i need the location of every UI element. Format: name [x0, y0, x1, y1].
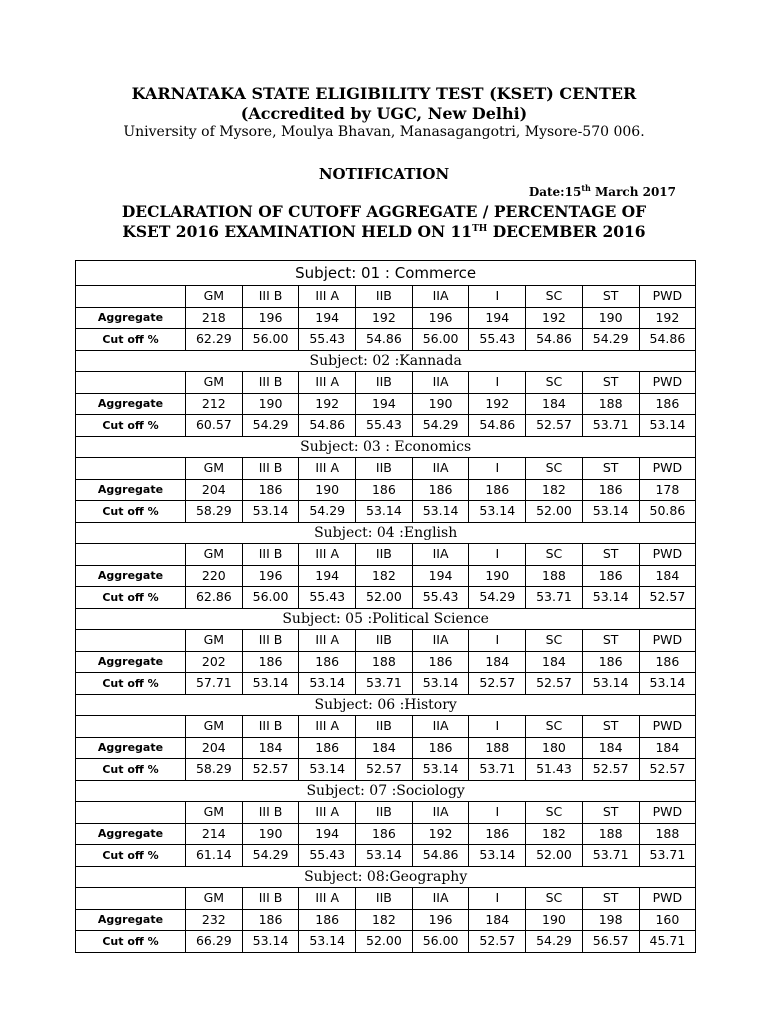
- aggregate-value: 196: [242, 565, 299, 587]
- aggregate-value: 212: [186, 393, 243, 415]
- cutoff-row: [76, 587, 696, 609]
- category-header: ST: [582, 372, 639, 394]
- cutoff-value: 52.57: [469, 673, 526, 695]
- category-header: GM: [186, 286, 243, 308]
- category-header: I: [469, 372, 526, 394]
- cutoff-value: 45.71: [639, 931, 696, 953]
- aggregate-value: 182: [526, 823, 583, 845]
- cutoff-value: 53.14: [412, 759, 469, 781]
- category-header-row: [76, 286, 696, 308]
- category-header: IIA: [412, 286, 469, 308]
- cutoff-value: 52.00: [526, 501, 583, 523]
- category-header: III A: [299, 888, 356, 910]
- category-header-row: [76, 716, 696, 738]
- aggregate-value: 194: [412, 565, 469, 587]
- cutoff-row: [76, 501, 696, 523]
- blank-cell: [76, 630, 186, 652]
- category-header: I: [469, 716, 526, 738]
- cutoff-value: 56.00: [242, 329, 299, 351]
- category-header: IIB: [356, 888, 413, 910]
- blank-cell: [76, 802, 186, 824]
- aggregate-value: 190: [299, 479, 356, 501]
- subject-title: Subject: 03 : Economics: [76, 436, 696, 458]
- cutoff-value: 53.14: [469, 845, 526, 867]
- notification-title: NOTIFICATION: [318, 165, 450, 183]
- aggregate-value: 182: [356, 565, 413, 587]
- category-header: GM: [186, 888, 243, 910]
- cutoff-value: 50.86: [639, 501, 696, 523]
- category-header: IIB: [356, 630, 413, 652]
- category-header: III A: [299, 630, 356, 652]
- aggregate-value: 184: [469, 651, 526, 673]
- aggregate-row: [76, 565, 696, 587]
- cutoff-label: Cut off %: [76, 673, 186, 695]
- aggregate-label: Aggregate: [76, 651, 186, 673]
- aggregate-value: 190: [242, 823, 299, 845]
- cutoff-value: 53.14: [299, 931, 356, 953]
- aggregate-value: 192: [469, 393, 526, 415]
- subject-title-row: [76, 608, 696, 630]
- category-header: PWD: [639, 286, 696, 308]
- category-header: SC: [526, 716, 583, 738]
- cutoff-value: 53.71: [582, 415, 639, 437]
- aggregate-value: 186: [469, 823, 526, 845]
- cutoff-value: 53.14: [242, 673, 299, 695]
- category-header: I: [469, 630, 526, 652]
- category-header: ST: [582, 888, 639, 910]
- category-header: PWD: [639, 716, 696, 738]
- cutoff-value: 54.86: [639, 329, 696, 351]
- category-header: ST: [582, 286, 639, 308]
- cutoff-value: 52.57: [469, 931, 526, 953]
- aggregate-value: 186: [242, 479, 299, 501]
- aggregate-row: [76, 909, 696, 931]
- aggregate-value: 192: [299, 393, 356, 415]
- blank-cell: [76, 458, 186, 480]
- cutoff-value: 57.71: [186, 673, 243, 695]
- category-header: IIA: [412, 372, 469, 394]
- aggregate-value: 192: [639, 307, 696, 329]
- aggregate-value: 190: [526, 909, 583, 931]
- aggregate-value: 180: [526, 737, 583, 759]
- aggregate-value: 178: [639, 479, 696, 501]
- cutoff-table: [75, 260, 696, 953]
- aggregate-label: Aggregate: [76, 737, 186, 759]
- cutoff-label: Cut off %: [76, 415, 186, 437]
- cutoff-value: 54.29: [242, 845, 299, 867]
- cutoff-value: 53.71: [582, 845, 639, 867]
- cutoff-label: Cut off %: [76, 329, 186, 351]
- aggregate-value: 214: [186, 823, 243, 845]
- category-header: GM: [186, 802, 243, 824]
- aggregate-value: 190: [469, 565, 526, 587]
- subject-title-row: [76, 780, 696, 802]
- cutoff-value: 53.14: [299, 759, 356, 781]
- aggregate-row: [76, 823, 696, 845]
- aggregate-value: 184: [526, 393, 583, 415]
- cutoff-value: 54.29: [412, 415, 469, 437]
- cutoff-value: 60.57: [186, 415, 243, 437]
- aggregate-value: 186: [582, 479, 639, 501]
- category-header: PWD: [639, 372, 696, 394]
- cutoff-value: 54.86: [469, 415, 526, 437]
- category-header: III A: [299, 458, 356, 480]
- category-header: ST: [582, 802, 639, 824]
- subject-title: Subject: 05 :Political Science: [76, 608, 696, 630]
- cutoff-value: 53.14: [356, 845, 413, 867]
- subject-title: Subject: 07 :Sociology: [76, 780, 696, 802]
- aggregate-value: 190: [412, 393, 469, 415]
- category-header: ST: [582, 544, 639, 566]
- category-header-row: [76, 802, 696, 824]
- subject-title: Subject: 04 :English: [76, 522, 696, 544]
- category-header: ST: [582, 458, 639, 480]
- aggregate-value: 184: [356, 737, 413, 759]
- cutoff-value: 55.43: [299, 329, 356, 351]
- aggregate-label: Aggregate: [76, 565, 186, 587]
- aggregate-value: 184: [639, 737, 696, 759]
- subject-title-row: [76, 522, 696, 544]
- aggregate-row: [76, 737, 696, 759]
- aggregate-value: 194: [469, 307, 526, 329]
- category-header: I: [469, 544, 526, 566]
- cutoff-value: 53.14: [582, 673, 639, 695]
- cutoff-label: Cut off %: [76, 501, 186, 523]
- aggregate-value: 186: [299, 909, 356, 931]
- aggregate-value: 186: [582, 651, 639, 673]
- aggregate-value: 182: [526, 479, 583, 501]
- cutoff-value: 53.14: [639, 415, 696, 437]
- cutoff-label: Cut off %: [76, 845, 186, 867]
- cutoff-value: 61.14: [186, 845, 243, 867]
- cutoff-value: 54.29: [242, 415, 299, 437]
- category-header: SC: [526, 544, 583, 566]
- aggregate-value: 184: [639, 565, 696, 587]
- aggregate-value: 188: [582, 393, 639, 415]
- category-header: SC: [526, 458, 583, 480]
- cutoff-value: 53.71: [639, 845, 696, 867]
- category-header: SC: [526, 802, 583, 824]
- subject-title: Subject: 01 : Commerce: [76, 261, 696, 286]
- subject-title: Subject: 08:Geography: [76, 866, 696, 888]
- aggregate-label: Aggregate: [76, 479, 186, 501]
- category-header: III B: [242, 716, 299, 738]
- cutoff-value: 54.86: [356, 329, 413, 351]
- category-header: III B: [242, 286, 299, 308]
- category-header: SC: [526, 372, 583, 394]
- cutoff-value: 56.00: [412, 329, 469, 351]
- category-header: ST: [582, 630, 639, 652]
- category-header: III B: [242, 888, 299, 910]
- aggregate-value: 186: [299, 737, 356, 759]
- aggregate-value: 190: [242, 393, 299, 415]
- category-header: SC: [526, 630, 583, 652]
- cutoff-row: [76, 931, 696, 953]
- category-header: IIA: [412, 802, 469, 824]
- category-header: IIB: [356, 802, 413, 824]
- category-header: I: [469, 458, 526, 480]
- aggregate-value: 198: [582, 909, 639, 931]
- category-header: GM: [186, 716, 243, 738]
- aggregate-value: 196: [242, 307, 299, 329]
- aggregate-value: 186: [412, 651, 469, 673]
- cutoff-value: 52.00: [526, 845, 583, 867]
- cutoff-table-body: [76, 261, 696, 953]
- cutoff-value: 53.14: [299, 673, 356, 695]
- category-header-row: [76, 630, 696, 652]
- aggregate-value: 204: [186, 479, 243, 501]
- blank-cell: [76, 716, 186, 738]
- cutoff-label: Cut off %: [76, 587, 186, 609]
- cutoff-value: 58.29: [186, 501, 243, 523]
- aggregate-label: Aggregate: [76, 909, 186, 931]
- cutoff-value: 58.29: [186, 759, 243, 781]
- center-name: KARNATAKA STATE ELIGIBILITY TEST (KSET) CENTER: [131, 84, 637, 103]
- aggregate-value: 192: [412, 823, 469, 845]
- cutoff-value: 53.71: [526, 587, 583, 609]
- cutoff-value: 66.29: [186, 931, 243, 953]
- aggregate-value: 186: [469, 479, 526, 501]
- address: University of Mysore, Moulya Bhavan, Manasagangotri, Mysore-570 006.: [123, 124, 645, 140]
- aggregate-value: 186: [242, 909, 299, 931]
- cutoff-value: 53.14: [356, 501, 413, 523]
- aggregate-value: 218: [186, 307, 243, 329]
- cutoff-value: 55.43: [412, 587, 469, 609]
- category-header: IIA: [412, 716, 469, 738]
- cutoff-label: Cut off %: [76, 931, 186, 953]
- category-header: SC: [526, 888, 583, 910]
- cutoff-value: 62.29: [186, 329, 243, 351]
- category-header: III A: [299, 802, 356, 824]
- aggregate-value: 194: [299, 823, 356, 845]
- cutoff-row: [76, 329, 696, 351]
- cutoff-row: [76, 673, 696, 695]
- aggregate-value: 182: [356, 909, 413, 931]
- cutoff-value: 62.86: [186, 587, 243, 609]
- aggregate-value: 202: [186, 651, 243, 673]
- category-header: III B: [242, 544, 299, 566]
- cutoff-row: [76, 845, 696, 867]
- aggregate-value: 184: [582, 737, 639, 759]
- cutoff-value: 54.29: [299, 501, 356, 523]
- cutoff-row: [76, 759, 696, 781]
- cutoff-value: 54.86: [299, 415, 356, 437]
- category-header: IIB: [356, 716, 413, 738]
- cutoff-value: 54.86: [412, 845, 469, 867]
- category-header: GM: [186, 372, 243, 394]
- category-header: IIA: [412, 544, 469, 566]
- category-header: IIA: [412, 630, 469, 652]
- category-header-row: [76, 544, 696, 566]
- cutoff-value: 56.00: [242, 587, 299, 609]
- category-header: GM: [186, 458, 243, 480]
- cutoff-value: 54.29: [582, 329, 639, 351]
- category-header: IIB: [356, 458, 413, 480]
- declaration-line-2: KSET 2016 EXAMINATION HELD ON 11TH DECEMBER 2016: [122, 222, 646, 241]
- cutoff-value: 53.14: [412, 673, 469, 695]
- aggregate-value: 232: [186, 909, 243, 931]
- category-header: III B: [242, 372, 299, 394]
- cutoff-value: 52.57: [356, 759, 413, 781]
- category-header-row: [76, 372, 696, 394]
- cutoff-value: 52.00: [356, 587, 413, 609]
- cutoff-value: 52.57: [526, 415, 583, 437]
- subject-title-row: [76, 350, 696, 372]
- category-header: IIB: [356, 544, 413, 566]
- category-header: PWD: [639, 458, 696, 480]
- aggregate-value: 196: [412, 307, 469, 329]
- category-header: III B: [242, 630, 299, 652]
- aggregate-value: 184: [526, 651, 583, 673]
- cutoff-value: 53.71: [356, 673, 413, 695]
- cutoff-value: 54.29: [469, 587, 526, 609]
- cutoff-value: 51.43: [526, 759, 583, 781]
- aggregate-value: 186: [242, 651, 299, 673]
- blank-cell: [76, 372, 186, 394]
- cutoff-value: 55.43: [299, 587, 356, 609]
- aggregate-row: [76, 651, 696, 673]
- cutoff-row: [76, 415, 696, 437]
- aggregate-row: [76, 307, 696, 329]
- aggregate-label: Aggregate: [76, 393, 186, 415]
- aggregate-value: 184: [469, 909, 526, 931]
- aggregate-value: 186: [299, 651, 356, 673]
- cutoff-value: 55.43: [299, 845, 356, 867]
- subject-title-row: [76, 436, 696, 458]
- cutoff-value: 53.14: [242, 931, 299, 953]
- subject-title-row: [76, 261, 696, 286]
- cutoff-value: 56.00: [412, 931, 469, 953]
- category-header: IIA: [412, 458, 469, 480]
- cutoff-value: 52.00: [356, 931, 413, 953]
- cutoff-value: 53.14: [582, 587, 639, 609]
- subject-title-row: [76, 694, 696, 716]
- subject-title: Subject: 02 :Kannada: [76, 350, 696, 372]
- aggregate-value: 188: [356, 651, 413, 673]
- cutoff-value: 53.71: [469, 759, 526, 781]
- category-header: III B: [242, 458, 299, 480]
- aggregate-value: 194: [356, 393, 413, 415]
- category-header: SC: [526, 286, 583, 308]
- category-header: PWD: [639, 802, 696, 824]
- category-header: III A: [299, 716, 356, 738]
- declaration-line-1: DECLARATION OF CUTOFF AGGREGATE / PERCENTAGE OF: [121, 202, 647, 221]
- cutoff-value: 53.14: [242, 501, 299, 523]
- aggregate-value: 186: [582, 565, 639, 587]
- aggregate-value: 194: [299, 307, 356, 329]
- aggregate-value: 192: [526, 307, 583, 329]
- aggregate-value: 192: [356, 307, 413, 329]
- aggregate-value: 220: [186, 565, 243, 587]
- cutoff-value: 53.14: [469, 501, 526, 523]
- cutoff-value: 56.57: [582, 931, 639, 953]
- category-header: III B: [242, 802, 299, 824]
- category-header: III A: [299, 372, 356, 394]
- category-header: PWD: [639, 888, 696, 910]
- cutoff-value: 55.43: [469, 329, 526, 351]
- aggregate-value: 204: [186, 737, 243, 759]
- cutoff-value: 52.57: [582, 759, 639, 781]
- cutoff-value: 53.14: [582, 501, 639, 523]
- cutoff-value: 54.29: [526, 931, 583, 953]
- cutoff-value: 53.14: [412, 501, 469, 523]
- aggregate-label: Aggregate: [76, 823, 186, 845]
- cutoff-label: Cut off %: [76, 759, 186, 781]
- cutoff-value: 52.57: [639, 587, 696, 609]
- aggregate-value: 186: [412, 479, 469, 501]
- accreditation: (Accredited by UGC, New Delhi): [240, 104, 528, 123]
- aggregate-value: 160: [639, 909, 696, 931]
- subject-title-row: [76, 866, 696, 888]
- cutoff-value: 52.57: [242, 759, 299, 781]
- category-header: GM: [186, 630, 243, 652]
- category-header: IIA: [412, 888, 469, 910]
- cutoff-value: 53.14: [639, 673, 696, 695]
- blank-cell: [76, 544, 186, 566]
- category-header: PWD: [639, 544, 696, 566]
- cutoff-value: 54.86: [526, 329, 583, 351]
- subject-title: Subject: 06 :History: [76, 694, 696, 716]
- aggregate-value: 188: [639, 823, 696, 845]
- aggregate-value: 184: [242, 737, 299, 759]
- category-header-row: [76, 458, 696, 480]
- aggregate-row: [76, 479, 696, 501]
- aggregate-value: 186: [356, 479, 413, 501]
- cutoff-value: 52.57: [526, 673, 583, 695]
- aggregate-value: 190: [582, 307, 639, 329]
- cutoff-value: 52.57: [639, 759, 696, 781]
- blank-cell: [76, 286, 186, 308]
- aggregate-value: 186: [639, 393, 696, 415]
- aggregate-value: 188: [582, 823, 639, 845]
- category-header: ST: [582, 716, 639, 738]
- category-header: I: [469, 802, 526, 824]
- aggregate-value: 188: [526, 565, 583, 587]
- aggregate-row: [76, 393, 696, 415]
- aggregate-value: 186: [356, 823, 413, 845]
- notification-date: Date:15th March 2017: [528, 183, 676, 199]
- aggregate-value: 186: [639, 651, 696, 673]
- category-header: PWD: [639, 630, 696, 652]
- aggregate-value: 194: [299, 565, 356, 587]
- aggregate-value: 186: [412, 737, 469, 759]
- aggregate-label: Aggregate: [76, 307, 186, 329]
- aggregate-value: 188: [469, 737, 526, 759]
- category-header-row: [76, 888, 696, 910]
- category-header: I: [469, 888, 526, 910]
- category-header: I: [469, 286, 526, 308]
- category-header: GM: [186, 544, 243, 566]
- blank-cell: [76, 888, 186, 910]
- cutoff-value: 55.43: [356, 415, 413, 437]
- category-header: IIB: [356, 372, 413, 394]
- category-header: III A: [299, 544, 356, 566]
- category-header: III A: [299, 286, 356, 308]
- aggregate-value: 196: [412, 909, 469, 931]
- category-header: IIB: [356, 286, 413, 308]
